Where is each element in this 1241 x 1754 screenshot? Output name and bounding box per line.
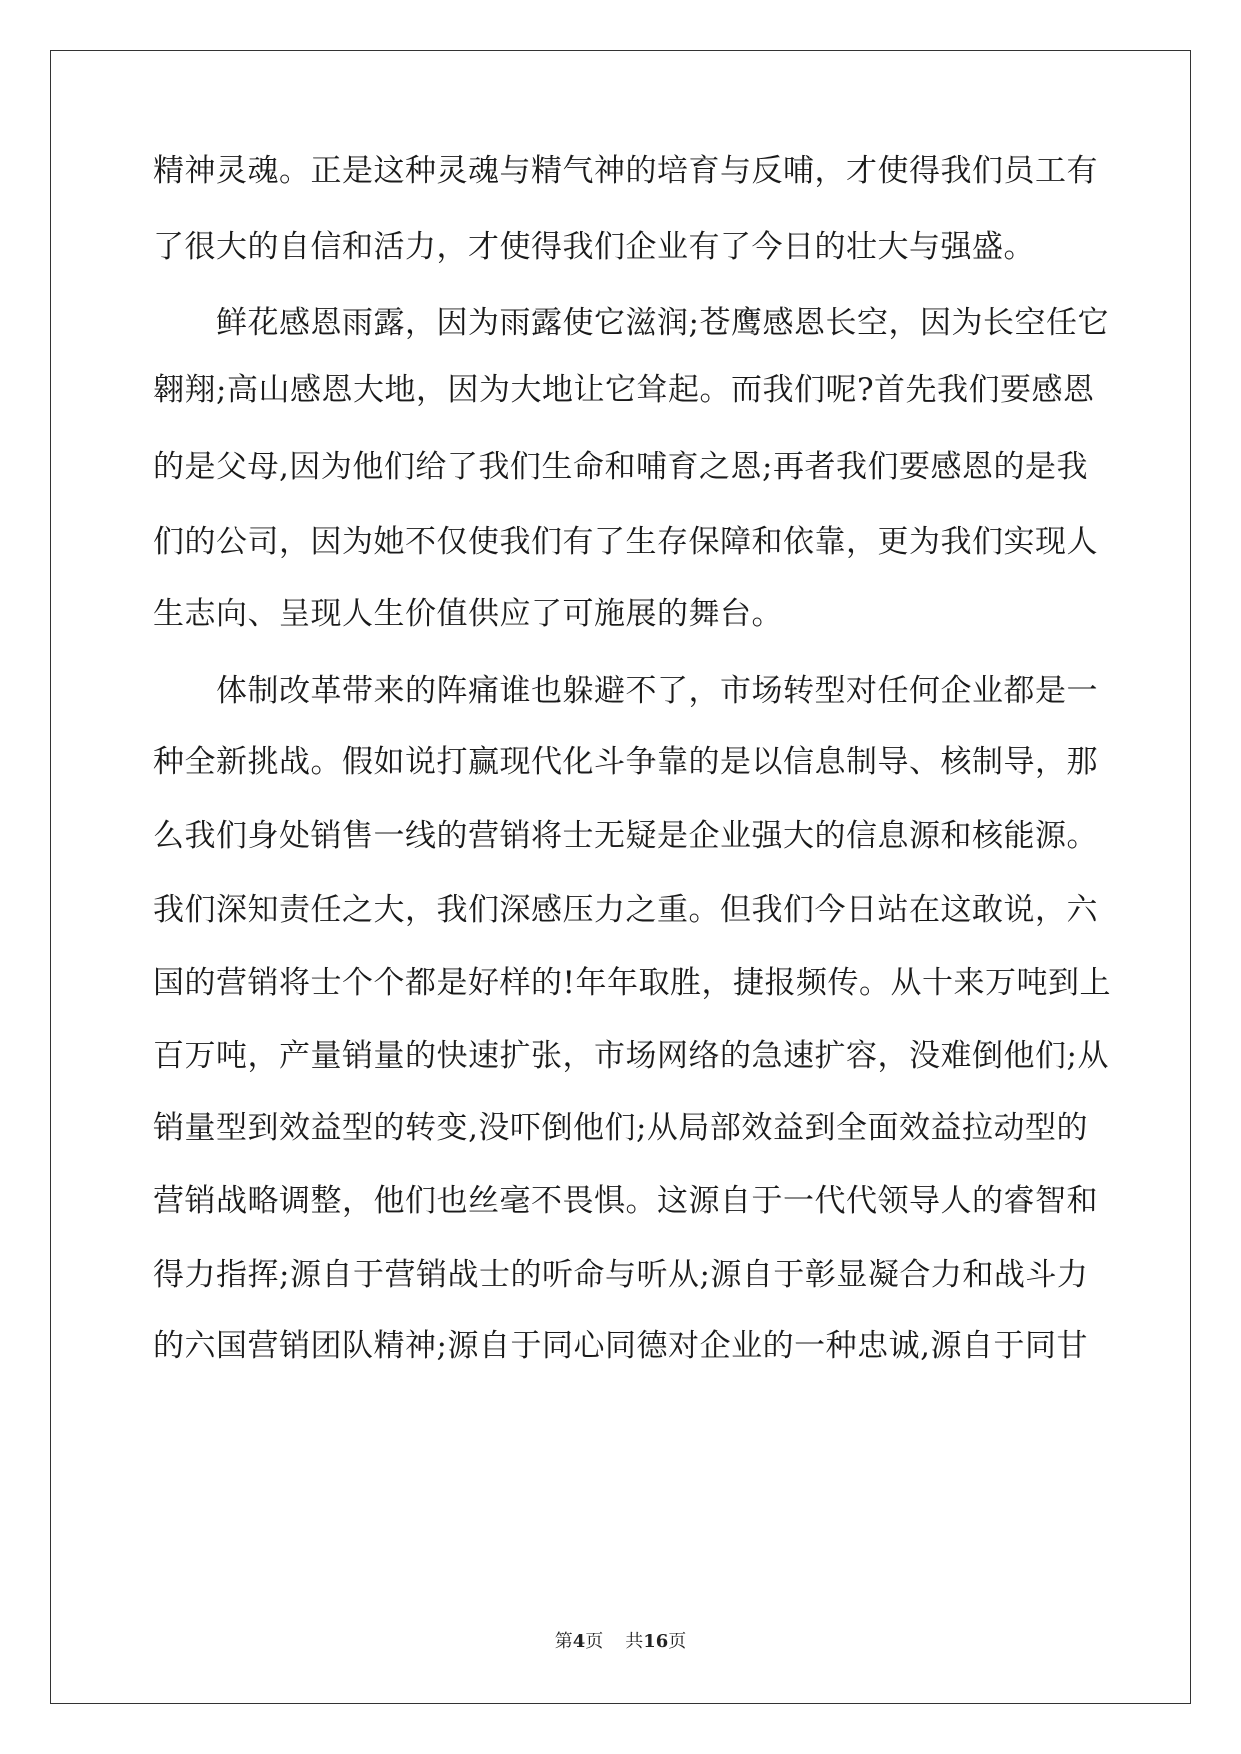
total-prefix: 共 xyxy=(625,1631,644,1652)
text-line: 销量型到效益型的转变,没吓倒他们;从局部效益到全面效益拉动型的 xyxy=(153,1110,1088,1146)
total-pages: 16 xyxy=(643,1631,669,1652)
text-line: 种全新挑战。假如说打赢现代化斗争靠的是以信息制导、核制导，那 xyxy=(153,744,1098,780)
page-suffix: 页 xyxy=(585,1631,604,1652)
page-footer xyxy=(0,1630,1241,1654)
text-line: 精神灵魂。正是这种灵魂与精气神的培育与反哺，才使得我们员工有 xyxy=(153,153,1098,189)
text-line: 生志向、呈现人生价值供应了可施展的舞台。 xyxy=(153,596,783,632)
text-line: 国的营销将士个个都是好样的!年年取胜，捷报频传。从十来万吨到上 xyxy=(153,965,1111,1001)
text-line: 么我们身处销售一线的营销将士无疑是企业强大的信息源和核能源。 xyxy=(153,818,1098,854)
page-border xyxy=(50,50,1191,1704)
page-prefix: 第 xyxy=(554,1631,573,1652)
text-line: 鲜花感恩雨露，因为雨露使它滋润;苍鹰感恩长空，因为长空任它 xyxy=(153,305,1109,341)
text-line: 们的公司，因为她不仅使我们有了生存保障和依靠，更为我们实现人 xyxy=(153,524,1098,560)
text-line: 了很大的自信和活力，才使得我们企业有了今日的壮大与强盛。 xyxy=(153,229,1035,265)
page-number: 4 xyxy=(572,1631,586,1652)
text-line: 体制改革带来的阵痛谁也躲避不了，市场转型对任何企业都是一 xyxy=(153,673,1098,709)
text-line: 得力指挥;源自于营销战士的听命与听从;源自于彰显凝合力和战斗力 xyxy=(153,1257,1089,1293)
text-line: 我们深知责任之大，我们深感压力之重。但我们今日站在这敢说，六 xyxy=(153,892,1098,928)
text-line: 营销战略调整，他们也丝毫不畏惧。这源自于一代代领导人的睿智和 xyxy=(153,1183,1098,1219)
text-line: 翱翔;高山感恩大地，因为大地让它耸起。而我们呢?首先我们要感恩 xyxy=(153,372,1095,408)
text-line: 百万吨，产量销量的快速扩张，市场网络的急速扩容，没难倒他们;从 xyxy=(153,1038,1109,1074)
text-line: 的六国营销团队精神;源自于同心同德对企业的一种忠诚,源自于同甘 xyxy=(153,1328,1088,1364)
total-suffix: 页 xyxy=(668,1631,687,1652)
text-line: 的是父母,因为他们给了我们生命和哺育之恩;再者我们要感恩的是我 xyxy=(153,449,1088,485)
